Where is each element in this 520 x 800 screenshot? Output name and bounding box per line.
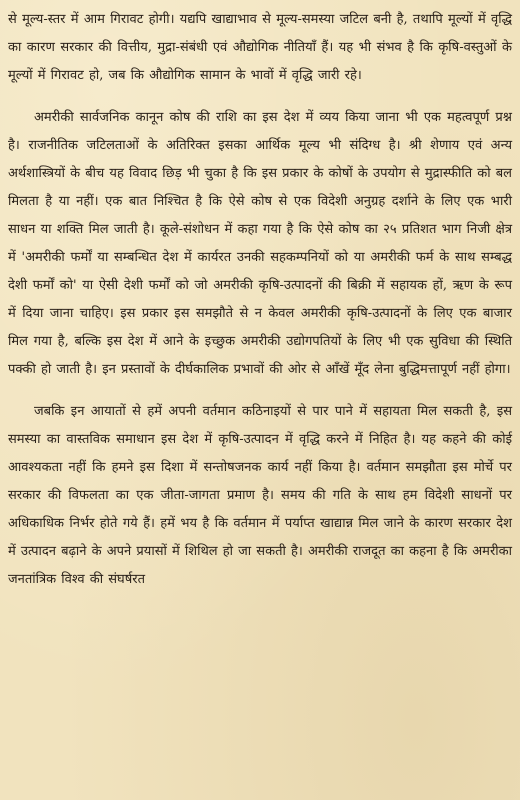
paragraph-2: अमरीकी सार्वजनिक कानून कोष की राशि का इस देश में व्यय किया जाना भी एक महत्वपूर्ण प्रश्न है। राजनीतिक जटिलताओं के अतिरिक्त इसका आर्थिक मूल्य भी संदिग्ध है। श्री शेणाय एवं अन्य अर्थशास्त्रियों के बीच यह विवाद छिड़ भी चुका है कि इस प्रकार के कोषों के उपयोग से मुद्रास्फीति को बल मिलता है या नहीं। एक बात निश्चित है कि ऐसे कोष से एक विदेशी अनुग्रह दर्शाने के लिए एक भारी साधन या शक्ति मिल जाती है। कूले-संशोधन में कहा गया है कि ऐसे कोष का २५ प्रतिशत भाग निजी क्षेत्र में 'अमरीकी फर्मों या सम्बन्धित देश में कार्यरत उनकी सहकम्पनियों को या अमरीकी फर्म के साथ सम्बद्ध देशी फर्मों को' या ऐसी देशी फर्मों को जो अमरीकी कृषि-उत्पादनों की बिक्री में सहायक हों, ऋण के रूप में दिया जाना चाहिए। इस प्रकार इस समझौते से न केवल अमरीकी कृषि-उत्पादनों के लिए एक बाजार मिल गया है, बल्कि इस देश में आने के इच्छुक अमरीकी उद्योगपतियों के लिए भी एक सुविधा की स्थिति पक्की हो जाती है। इन प्रस्तावों के दीर्घकालिक प्रभावों की ओर से आँखें मूँद लेना बुद्धिमत्तापूर्ण नहीं होगा।: [8, 110, 512, 377]
paragraph-3: जबकि इन आयातों से हमें अपनी वर्तमान कठिनाइयों से पार पाने में सहायता मिल सकती है, इस समस्या का वास्तविक समाधान इस देश में कृषि-उत्पादन में वृद्धि करने में निहित है। यह कहने की कोई आवश्यकता नहीं कि हमने इस दिशा में सन्तोषजनक कार्य नहीं किया है। वर्तमान समझौता इस मोर्चे पर सरकार की विफलता का एक जीता-जागता प्रमाण है। समय की गति के साथ हम विदेशी साधनों पर अधिकाधिक निर्भर होते गये हैं। हमें भय है कि वर्तमान में पर्याप्त खाद्यान्न मिल जाने के कारण सरकार देश में उत्पादन बढ़ाने के अपने प्रयासों में शिथिल हो जा सकती है। अमरीकी राजदूत का कहना है कि अमरीका जनतांत्रिक विश्व की संघर्षरत: [8, 404, 512, 587]
paragraph-1: से मूल्य-स्तर में आम गिरावट होगी। यद्यपि खाद्याभाव से मूल्य-समस्या जटिल बनी है, तथापि मूल्यों में वृद्धि का कारण सरकार की वित्तीय, मुद्रा-संबंधी एवं औद्योगिक नीतियाँ हैं। यह भी संभव है कि कृषि-वस्तुओं के मूल्यों में गिरावट हो, जब कि औद्योगिक सामान के भावों में वृद्धि जारी रहे।: [8, 12, 512, 83]
